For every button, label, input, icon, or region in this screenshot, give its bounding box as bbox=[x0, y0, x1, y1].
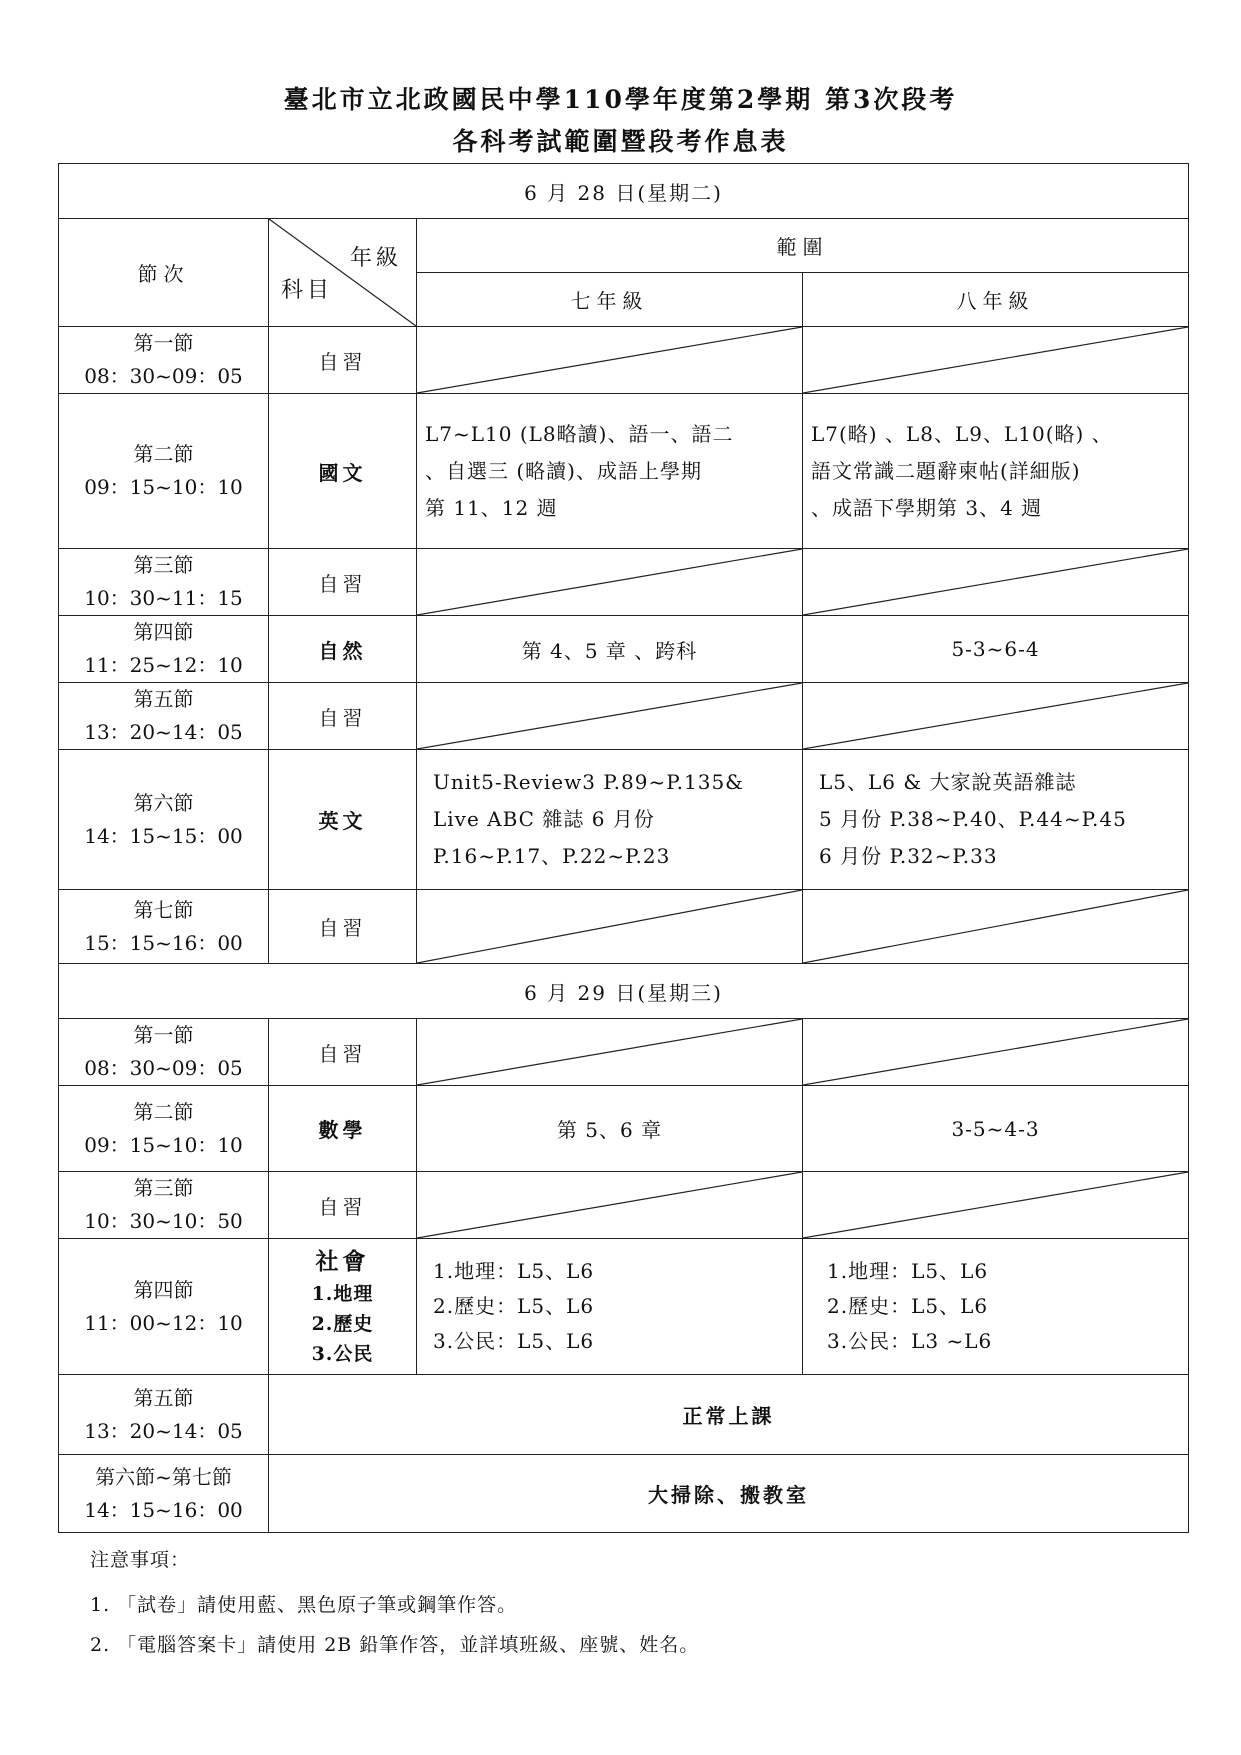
subject-header: 科目 bbox=[281, 278, 334, 303]
subject-part: 1.地理 bbox=[311, 1282, 374, 1305]
empty-scope-cell bbox=[417, 683, 803, 750]
subject-cell: 自習 bbox=[269, 1019, 417, 1086]
subject-cell: 數學 bbox=[269, 1086, 417, 1172]
document-subtitle: 各科考試範圍暨段考作息表 bbox=[452, 127, 789, 156]
subject-cell: 英文 bbox=[269, 750, 417, 890]
exam-schedule-table bbox=[58, 163, 1189, 1533]
period-name: 第四節 bbox=[133, 1277, 194, 1302]
activity-cell: 正常上課 bbox=[269, 1375, 1189, 1455]
scope-header: 範圍 bbox=[417, 219, 1189, 273]
grade-subject-corner bbox=[269, 219, 417, 327]
table-row bbox=[59, 1172, 1189, 1239]
table-row bbox=[59, 1019, 1189, 1086]
period-name: 第三節 bbox=[133, 553, 194, 577]
empty-scope-cell bbox=[803, 1019, 1189, 1086]
subject-cell bbox=[269, 1239, 417, 1375]
grade8-header: 八年級 bbox=[803, 273, 1189, 327]
grade8-scope: 3-5~4-3 bbox=[803, 1086, 1189, 1172]
table-row bbox=[59, 616, 1189, 683]
period-name: 第一節 bbox=[133, 331, 194, 355]
period-cell bbox=[59, 1172, 269, 1239]
note-item: 2. 「電腦答案卡」請使用 2B 鉛筆作答，並詳填班級、座號、姓名。 bbox=[90, 1634, 700, 1656]
period-name: 第六節 bbox=[133, 790, 194, 815]
period-cell bbox=[59, 890, 269, 964]
table-row bbox=[59, 327, 1189, 394]
date-row-day2 bbox=[59, 964, 1189, 1019]
empty-scope-cell bbox=[803, 327, 1189, 394]
empty-scope-cell bbox=[417, 549, 803, 616]
grade7-scope: L7~L10 (L8略讀)、語一、語二 、自選三 (略讀)、成語上學期 第 11、12 週 bbox=[417, 394, 803, 549]
subject-cell: 自習 bbox=[269, 1172, 417, 1239]
period-cell bbox=[59, 1239, 269, 1375]
period-cell bbox=[59, 683, 269, 750]
period-cell bbox=[59, 394, 269, 549]
subject-cell: 國文 bbox=[269, 394, 417, 549]
subject-cell: 自習 bbox=[269, 683, 417, 750]
period-time: 09：15~10：10 bbox=[84, 1132, 243, 1157]
table-row bbox=[59, 1455, 1189, 1533]
subject-cell: 自習 bbox=[269, 549, 417, 616]
table-row bbox=[59, 1239, 1189, 1375]
header-row bbox=[59, 219, 1189, 273]
notes-heading: 注意事項： bbox=[90, 1549, 191, 1571]
period-time: 13：20~14：05 bbox=[84, 1418, 243, 1443]
table-row bbox=[59, 1086, 1189, 1172]
period-time: 08：30~09：05 bbox=[84, 364, 243, 388]
table-row bbox=[59, 549, 1189, 616]
grade8-scope: L5、L6 & 大家說英語雜誌 5 月份 P.38~P.40、P.44~P.45 6 月份 P.32~P.33 bbox=[803, 750, 1189, 890]
period-cell bbox=[59, 1455, 269, 1533]
period-cell bbox=[59, 327, 269, 394]
grade7-scope: 第 5、6 章 bbox=[417, 1086, 803, 1172]
period-cell bbox=[59, 750, 269, 890]
period-header: 節次 bbox=[59, 219, 269, 327]
grade7-scope: Unit5-Review3 P.89~P.135& Live ABC 雜誌 6 月份 P.16~P.17、P.22~P.23 bbox=[417, 750, 803, 890]
period-name: 第五節 bbox=[133, 1385, 194, 1410]
period-name: 第六節~第七節 bbox=[95, 1464, 232, 1489]
grade8-scope: L7(略) 、L8、L9、L10(略) 、 語文常識二題辭柬帖(詳細版) 、成語下學期第 3、4 週 bbox=[803, 394, 1189, 549]
grade8-scope: 1.地理：L5、L6 2.歷史：L5、L6 3.公民：L3 ~L6 bbox=[803, 1239, 1189, 1375]
period-cell bbox=[59, 616, 269, 683]
period-name: 第一節 bbox=[133, 1023, 194, 1047]
table-row bbox=[59, 394, 1189, 549]
activity-cell: 大掃除、搬教室 bbox=[269, 1455, 1189, 1533]
grade-header: 年級 bbox=[349, 246, 402, 271]
empty-scope-cell bbox=[803, 1172, 1189, 1239]
period-cell bbox=[59, 1086, 269, 1172]
subject-cell: 自習 bbox=[269, 327, 417, 394]
empty-scope-cell bbox=[417, 890, 803, 964]
empty-scope-cell bbox=[417, 1019, 803, 1086]
subject-cell: 自習 bbox=[269, 890, 417, 964]
period-name: 第五節 bbox=[133, 687, 194, 711]
period-cell bbox=[59, 1375, 269, 1455]
period-name: 第二節 bbox=[133, 442, 194, 466]
empty-scope-cell bbox=[417, 327, 803, 394]
table-row bbox=[59, 683, 1189, 750]
table-row bbox=[59, 890, 1189, 964]
period-time: 10：30~11：15 bbox=[84, 586, 243, 610]
period-cell bbox=[59, 1019, 269, 1086]
period-name: 第四節 bbox=[133, 620, 194, 644]
period-cell bbox=[59, 549, 269, 616]
table-row bbox=[59, 750, 1189, 890]
subject-part: 3.公民 bbox=[311, 1342, 374, 1365]
subject-name: 社會 bbox=[315, 1247, 370, 1275]
date-day1: 6 月 28 日(星期二) bbox=[59, 164, 1189, 219]
empty-scope-cell bbox=[417, 1172, 803, 1239]
document-title: 臺北市立北政國民中學110學年度第2學期 第3次段考 bbox=[283, 85, 958, 114]
period-time: 08：30~09：05 bbox=[84, 1056, 243, 1080]
grade8-scope: 5-3~6-4 bbox=[803, 616, 1189, 683]
table-row bbox=[59, 1375, 1189, 1455]
date-row-day1 bbox=[59, 164, 1189, 219]
period-time: 09：15~10：10 bbox=[84, 475, 243, 499]
period-time: 11：00~12：10 bbox=[84, 1310, 243, 1335]
period-time: 15：15~16：00 bbox=[84, 930, 243, 955]
empty-scope-cell bbox=[803, 890, 1189, 964]
note-item: 1. 「試卷」請使用藍、黑色原子筆或鋼筆作答。 bbox=[90, 1594, 518, 1616]
period-name: 第二節 bbox=[133, 1099, 194, 1124]
empty-scope-cell bbox=[803, 549, 1189, 616]
period-name: 第三節 bbox=[133, 1176, 194, 1200]
period-time: 14：15~16：00 bbox=[84, 1497, 243, 1522]
subject-cell: 自然 bbox=[269, 616, 417, 683]
period-name: 第七節 bbox=[133, 897, 194, 922]
period-time: 11：25~12：10 bbox=[84, 653, 243, 677]
empty-scope-cell bbox=[803, 683, 1189, 750]
period-time: 10：30~10：50 bbox=[84, 1209, 243, 1233]
grade7-scope: 1.地理：L5、L6 2.歷史：L5、L6 3.公民：L5、L6 bbox=[417, 1239, 803, 1375]
date-day2: 6 月 29 日(星期三) bbox=[59, 964, 1189, 1019]
grade7-header: 七年級 bbox=[417, 273, 803, 327]
grade7-scope: 第 4、5 章 、跨科 bbox=[417, 616, 803, 683]
period-time: 14：15~15：00 bbox=[84, 823, 243, 848]
period-time: 13：20~14：05 bbox=[84, 720, 243, 744]
subject-part: 2.歷史 bbox=[311, 1312, 374, 1335]
